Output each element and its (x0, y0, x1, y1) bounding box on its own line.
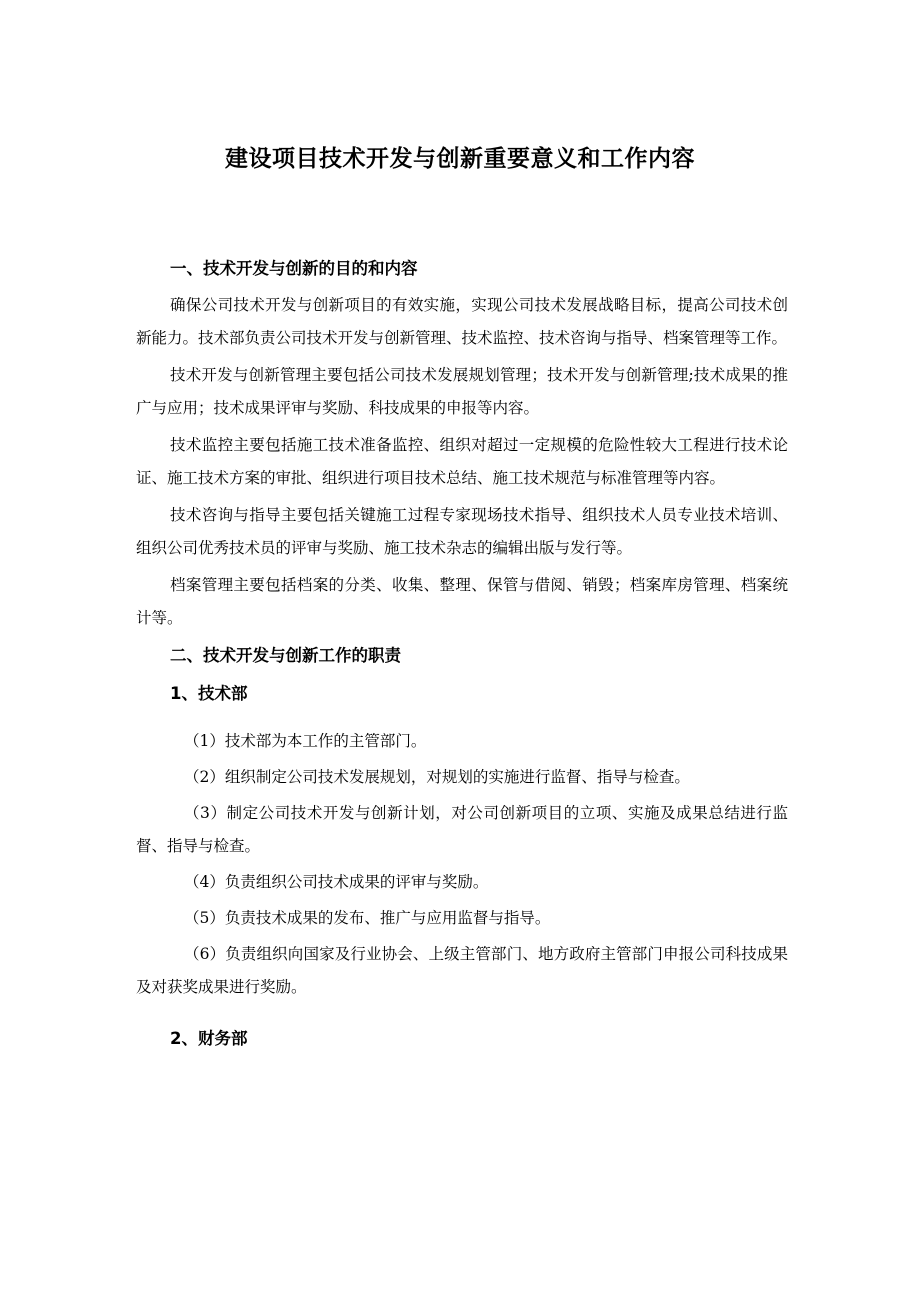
section-1-paragraph: 档案管理主要包括档案的分类、收集、整理、保管与借阅、销毁；档案库房管理、档案统计等。 (136, 576, 788, 627)
section-1-paragraph: 技术监控主要包括施工技术准备监控、组织对超过一定规模的危险性较大工程进行技术论证、施工技术方案的审批、组织进行项目技术总结、施工技术规范与标准管理等内容。 (136, 436, 788, 487)
section-2-heading: 二、技术开发与创新工作的职责 (170, 646, 401, 665)
document-body (136, 252, 788, 1070)
section-1-heading: 一、技术开发与创新的目的和内容 (170, 259, 418, 278)
section-1-paragraph: 技术开发与创新管理主要包括公司技术发展规划管理；技术开发与创新管理;技术成果的推广与应用；技术成果评审与奖励、科技成果的申报等内容。 (136, 366, 788, 417)
subsection-tech-dept-heading: 1、技术部 (170, 684, 248, 703)
duty-item: （5）负责技术成果的发布、推广与应用监督与指导。 (184, 909, 551, 927)
subsection-finance-dept-heading: 2、财务部 (170, 1029, 248, 1048)
duty-item: （2）组织制定公司技术发展规划，对规划的实施进行监督、指导与检查。 (184, 768, 690, 786)
duty-item: （1）技术部为本工作的主管部门。 (184, 732, 427, 750)
section-1-paragraph: 技术咨询与指导主要包括关键施工过程专家现场技术指导、组织技术人员专业技术培训、组织公司优秀技术员的评审与奖励、施工技术杂志的编辑出版与发行等。 (136, 506, 788, 557)
document-title: 建设项目技术开发与创新重要意义和工作内容 (225, 146, 695, 172)
duty-item: （3）制定公司技术开发与创新计划，对公司创新项目的立项、实施及成果总结进行监督、指导与检查。 (136, 804, 788, 855)
section-1-paragraph: 确保公司技术开发与创新项目的有效实施，实现公司技术发展战略目标，提高公司技术创新能力。技术部负责公司技术开发与创新管理、技术监控、技术咨询与指导、档案管理等工作。 (136, 296, 788, 347)
duty-item: （6）负责组织向国家及行业协会、上级主管部门、地方政府主管部门申报公司科技成果及对获奖成果进行奖励。 (136, 945, 788, 996)
duty-item: （4）负责组织公司技术成果的评审与奖励。 (184, 873, 489, 891)
